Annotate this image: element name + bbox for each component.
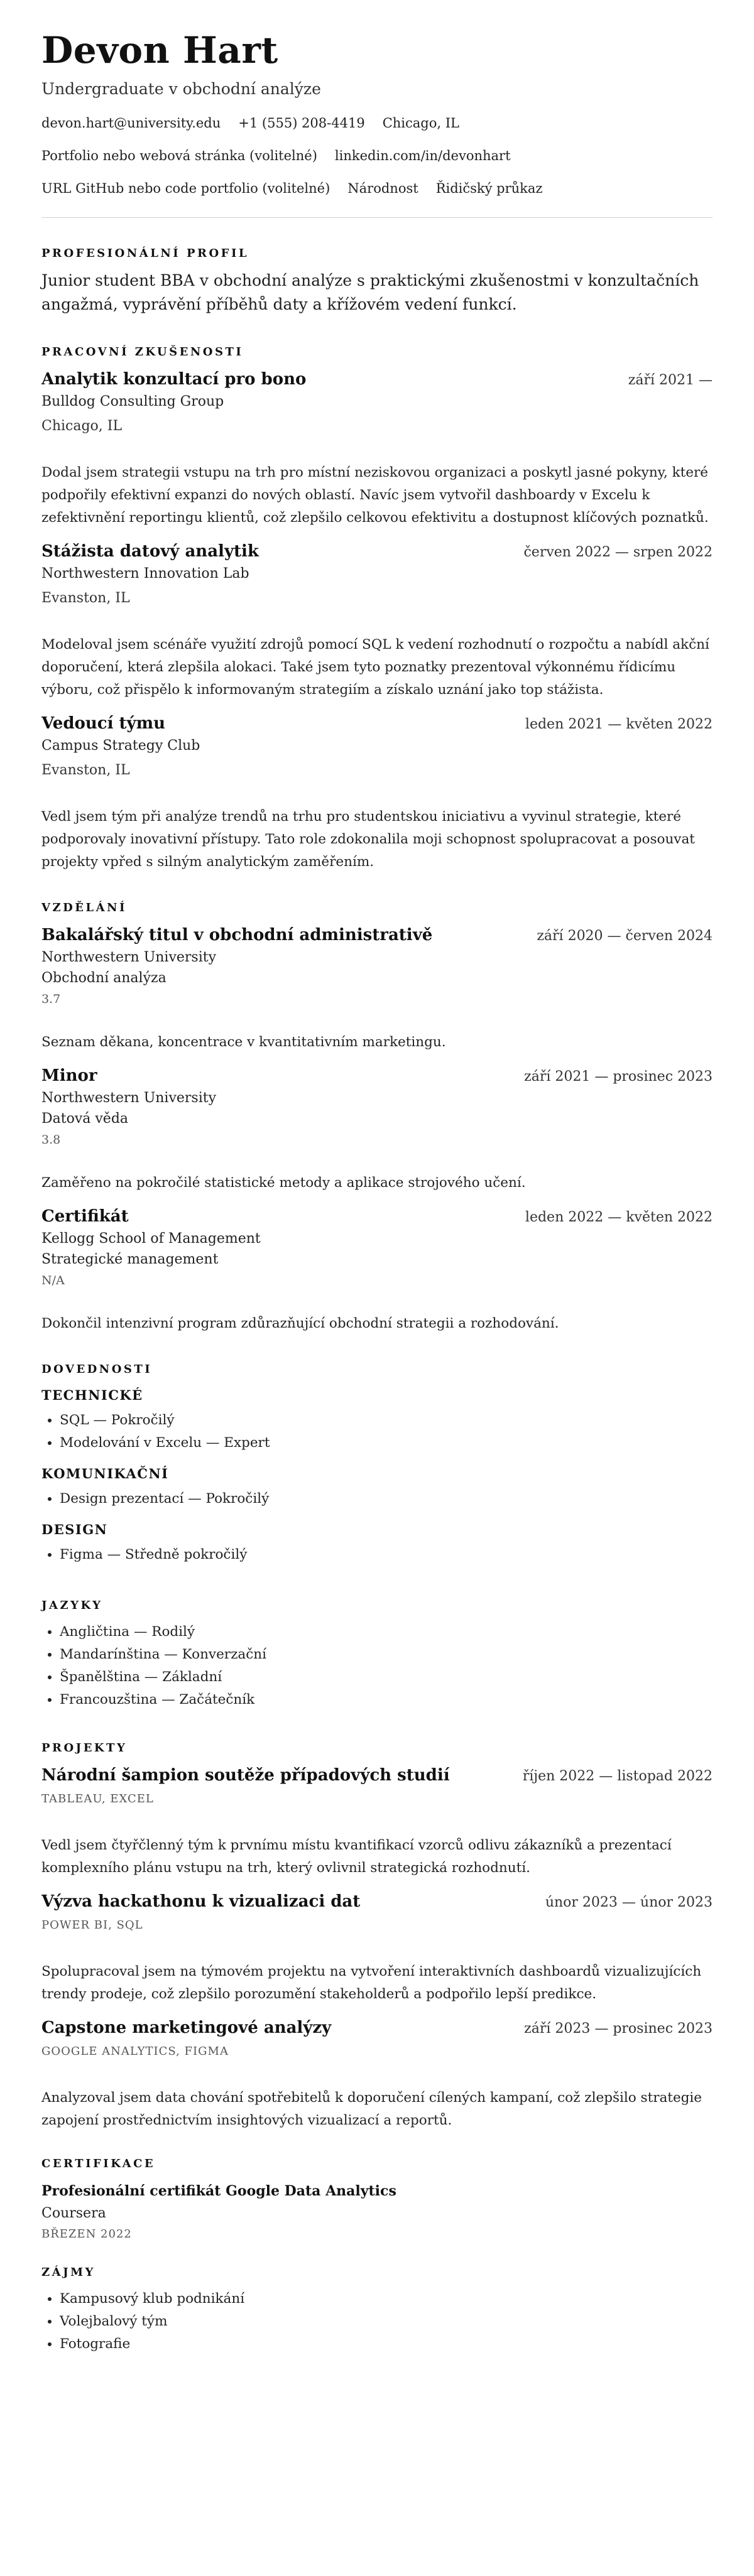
experience-entry xyxy=(41,542,713,701)
degree-date: leden 2022 — květen 2022 xyxy=(525,1209,713,1225)
job-date: září 2021 — xyxy=(628,372,713,388)
skill-item: • SQL — Pokročilý xyxy=(60,1409,713,1432)
school-name: Kellogg School of Management xyxy=(41,1230,261,1247)
interest-item: • Volejbalový tým xyxy=(60,2310,713,2333)
job-organization: Bulldog Consulting Group xyxy=(41,393,224,409)
section-title: VZDĚLÁNÍ xyxy=(41,901,127,914)
job-date: červen 2022 — srpen 2022 xyxy=(523,544,713,560)
project-name: Výzva hackathonu k vizualizaci dat xyxy=(41,1891,361,1911)
contact-github: URL GitHub nebo code portfolio (volitelné) xyxy=(41,180,331,196)
certification-name: Profesionální certifikát Google Data Analytics xyxy=(41,2182,396,2199)
skill-list xyxy=(41,1409,713,1454)
experience-entry xyxy=(41,714,713,874)
entry-head xyxy=(41,1207,713,1226)
language-list xyxy=(41,1621,713,1711)
project-technologies: POWER BI, SQL xyxy=(41,1918,143,1932)
job-organization: Campus Strategy Club xyxy=(41,737,200,754)
education-entry xyxy=(41,1207,713,1335)
section-title: JAZYKY xyxy=(41,1598,103,1612)
project-name: Národní šampion soutěže případových studií xyxy=(41,1765,450,1785)
education-entry xyxy=(41,926,713,1054)
project-entry xyxy=(41,2018,713,2132)
job-description: Dodal jsem strategii vstupu na trh pro místní neziskovou organizaci a poskytl jasné pokyny, které podpořily efektivní expanzi do nových oblastí. Navíc jsem vytvořil dashboardy v Excelu k zefektivnění reportingu klientů, což zlepšilo celkovou efektivitu a dostupnost klíčových poznatků. xyxy=(41,464,709,526)
school-name: Northwestern University xyxy=(41,949,217,965)
project-description: Spolupracoval jsem na týmovém projektu na vytvoření interaktivních dashboardů vizualizujících trendy prodeje, což zlepšilo porozumění stakeholderů a podpořilo lepší predikce. xyxy=(41,1963,702,2002)
candidate-name: Devon Hart xyxy=(41,29,278,72)
skill-list xyxy=(41,1544,713,1566)
entry-head xyxy=(41,1766,713,1785)
job-description: Vedl jsem tým při analýze trendů na trhu pro studentskou iniciativu a vyvinul strategie, které podporovaly inovativní přístupy. Tato role zdokonalila moji schopnost spolupracovat a posouvat projekty vpřed s silným analytickým zaměřením. xyxy=(41,808,695,870)
contact-location: Chicago, IL xyxy=(382,115,459,131)
project-date: září 2023 — prosinec 2023 xyxy=(524,2020,713,2037)
contact-email: devon.hart@university.edu xyxy=(41,115,221,131)
field-of-study: Datová věda xyxy=(41,1110,129,1127)
job-title: Analytik konzultací pro bono xyxy=(41,369,307,389)
contact-nationality: Národnost xyxy=(347,180,418,196)
project-entry xyxy=(41,1892,713,2006)
language-item: • Mandarínština — Konverzační xyxy=(60,1643,713,1666)
job-organization: Northwestern Innovation Lab xyxy=(41,565,249,582)
project-description: Vedl jsem čtyřčlenný tým k prvnímu místu kvantifikací vzorců odlivu zákazníků a prezentací komplexního plánu vstupu na trh, který ovlivnil strategická rozhodnutí. xyxy=(41,1837,672,1876)
gpa-value: N/A xyxy=(41,1273,65,1287)
project-date: únor 2023 — únor 2023 xyxy=(545,1894,713,1910)
interest-list xyxy=(41,2288,713,2356)
languages-section xyxy=(41,1599,713,1711)
contact-phone: +1 (555) 208-4419 xyxy=(238,115,365,131)
job-location: Evanston, IL xyxy=(41,590,130,606)
section-title: PROJEKTY xyxy=(41,1741,128,1755)
profile-text: Junior student BBA v obchodní analýze s praktickými zkušenostmi v konzultačních angažmá, vyprávění příběhů daty a křížovém vedení funkcí. xyxy=(41,271,699,313)
education-description: Zaměřeno na pokročilé statistické metody a aplikace strojového učení. xyxy=(41,1174,526,1191)
entry-head xyxy=(41,1066,713,1085)
contact-row-extra xyxy=(41,181,713,196)
education-description: Seznam děkana, koncentrace v kvantitativním marketingu. xyxy=(41,1034,446,1050)
contact-linkedin: linkedin.com/in/devonhart xyxy=(334,148,511,163)
education-entry xyxy=(41,1066,713,1194)
language-item: • Španělština — Základní xyxy=(60,1666,713,1689)
degree-title: Certifikát xyxy=(41,1206,129,1226)
skill-list xyxy=(41,1488,713,1510)
field-of-study: Strategické management xyxy=(41,1251,219,1267)
certification-issuer: Coursera xyxy=(41,2205,106,2221)
section-title: CERTIFIKACE xyxy=(41,2157,156,2170)
job-date: leden 2021 — květen 2022 xyxy=(525,716,713,732)
section-title: PRACOVNÍ ZKUŠENOSTI xyxy=(41,345,244,359)
section-title: ZÁJMY xyxy=(41,2265,96,2279)
project-entry xyxy=(41,1766,713,1880)
section-title: DOVEDNOSTI xyxy=(41,1362,153,1376)
skills-section xyxy=(41,1363,713,1566)
certifications-section xyxy=(41,2157,713,2241)
candidate-subtitle: Undergraduate v obchodní analýze xyxy=(41,79,321,98)
entry-head xyxy=(41,542,713,561)
skill-item: • Design prezentací — Pokročilý xyxy=(60,1488,713,1510)
gpa-value: 3.7 xyxy=(41,992,61,1006)
interests-section xyxy=(41,2266,713,2356)
gpa-value: 3.8 xyxy=(41,1132,61,1147)
entry-head xyxy=(41,370,713,389)
job-location: Evanston, IL xyxy=(41,762,130,778)
entry-head xyxy=(41,714,713,733)
contact-row xyxy=(41,116,713,131)
contact-row-links xyxy=(41,148,713,163)
job-title: Stážista datový analytik xyxy=(41,541,259,561)
entry-head xyxy=(41,926,713,944)
skill-group-title: KOMUNIKAČNÍ xyxy=(41,1465,169,1481)
degree-title: Minor xyxy=(41,1066,97,1085)
interest-item: • Fotografie xyxy=(60,2333,713,2356)
job-location: Chicago, IL xyxy=(41,418,123,434)
education-description: Dokončil intenzivní program zdůrazňující obchodní strategii a rozhodování. xyxy=(41,1315,559,1331)
project-name: Capstone marketingové analýzy xyxy=(41,2018,332,2037)
contact-license: Řidičský průkaz xyxy=(435,180,543,196)
language-item: • Francouzština — Začátečník xyxy=(60,1689,713,1711)
experience-section xyxy=(41,345,713,874)
section-title: PROFESIONÁLNÍ PROFIL xyxy=(41,246,249,260)
school-name: Northwestern University xyxy=(41,1090,217,1106)
project-technologies: TABLEAU, EXCEL xyxy=(41,1792,154,1805)
education-section xyxy=(41,901,713,1335)
profile-section xyxy=(41,247,713,317)
entry-head xyxy=(41,2018,713,2037)
header-divider xyxy=(41,217,713,218)
language-item: • Angličtina — Rodilý xyxy=(60,1621,713,1643)
interest-item: • Kampusový klub podnikání xyxy=(60,2288,713,2310)
resume-page xyxy=(41,0,713,2356)
certification-date: BŘEZEN 2022 xyxy=(41,2227,132,2241)
experience-entry xyxy=(41,370,713,529)
degree-title: Bakalářský titul v obchodní administrativě xyxy=(41,925,433,944)
project-technologies: GOOGLE ANALYTICS, FIGMA xyxy=(41,2044,229,2058)
project-description: Analyzoval jsem data chování spotřebitelů k doporučení cílených kampaní, což zlepšilo strategie zapojení prostřednictvím insightových vizualizací a reportů. xyxy=(41,2089,702,2128)
skill-item: • Modelování v Excelu — Expert xyxy=(60,1432,713,1454)
contact-portfolio: Portfolio nebo webová stránka (volitelné) xyxy=(41,148,317,163)
skill-group-title: TECHNICKÉ xyxy=(41,1387,143,1403)
projects-section xyxy=(41,1741,713,2132)
field-of-study: Obchodní analýza xyxy=(41,970,167,986)
entry-head xyxy=(41,1892,713,1911)
degree-date: září 2020 — červen 2024 xyxy=(537,928,713,944)
degree-date: září 2021 — prosinec 2023 xyxy=(524,1068,713,1085)
project-date: říjen 2022 — listopad 2022 xyxy=(522,1768,713,1784)
skill-item: • Figma — Středně pokročilý xyxy=(60,1544,713,1566)
job-title: Vedoucí týmu xyxy=(41,713,166,733)
job-description: Modeloval jsem scénáře využití zdrojů pomocí SQL k vedení rozhodnutí o rozpočtu a nabídl akční doporučení, která zlepšila alokaci. Také jsem tyto poznatky prezentoval výkonnému řídicímu výboru, což přispělo k informovaným strategiím a získalo uznání jako top stážista. xyxy=(41,636,709,698)
skill-group-title: DESIGN xyxy=(41,1521,108,1537)
